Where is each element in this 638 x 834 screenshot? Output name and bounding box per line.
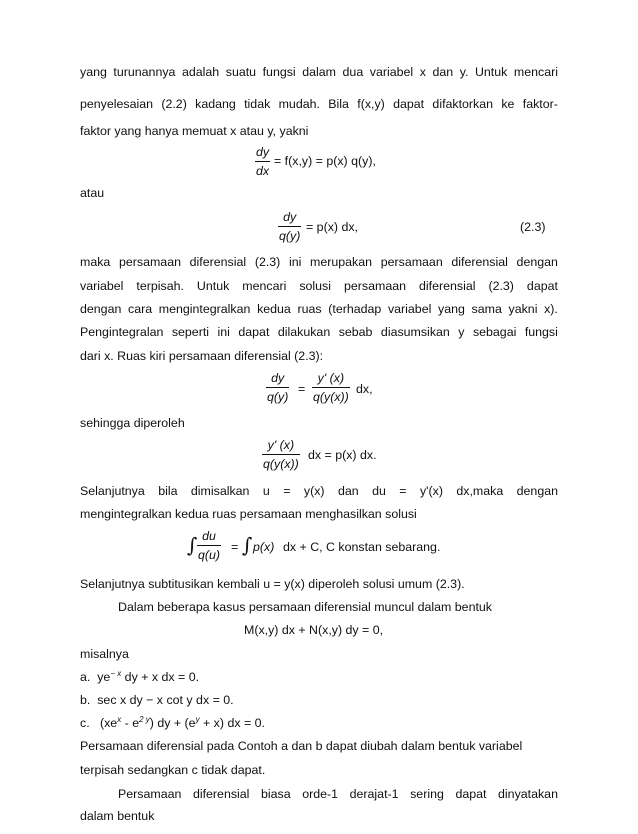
- word: variabel: [369, 65, 414, 79]
- word: ke: [501, 97, 515, 111]
- eq3-left-denominator: q(y): [267, 390, 289, 404]
- eq2-rhs: = p(x) dx,: [306, 220, 358, 234]
- word: dx,maka: [456, 484, 504, 498]
- word: Untuk: [474, 65, 508, 79]
- word: terpisah.: [136, 279, 184, 293]
- integral-sign-right: ∫: [242, 533, 253, 557]
- eq4-numerator: y' (x): [267, 438, 295, 452]
- word: dinyatakan: [498, 787, 558, 801]
- eq1-denominator: dx: [256, 164, 270, 178]
- eq1-rhs: = f(x,y) = p(x) q(y),: [274, 154, 376, 168]
- word: diferensial: [189, 255, 247, 269]
- word: y: [458, 325, 465, 339]
- eq5-denominator: q(u): [198, 548, 221, 562]
- p7-line2: dalam bentuk: [80, 809, 155, 823]
- eq4-rhs: dx = p(x) dx.: [308, 448, 377, 462]
- word: variabel: [387, 302, 432, 316]
- p2-line3: [80, 301, 558, 317]
- fraction-bar: [278, 226, 301, 227]
- eq5-px: p(x): [253, 540, 275, 554]
- word: dengan: [516, 255, 558, 269]
- word: x: [419, 65, 426, 79]
- word: =: [283, 484, 291, 498]
- word: mencari: [513, 65, 558, 79]
- word: diferensial: [451, 255, 508, 269]
- word: variabel: [80, 279, 124, 293]
- p2-line4: [80, 324, 558, 340]
- eq5-rhs: dx + C, C konstan sebarang.: [283, 540, 441, 554]
- word: (2.3): [488, 279, 514, 293]
- word: turunannya: [113, 65, 176, 79]
- eq3-right-numerator: y' (x): [317, 371, 345, 385]
- fraction-bar: [312, 387, 350, 388]
- p6-line2: terpisah sedangkan c tidak dapat.: [80, 763, 266, 777]
- eq3-left-fraction: [266, 371, 289, 404]
- list-marker-c: c.: [80, 716, 90, 730]
- word: kadang: [195, 97, 236, 111]
- word: sama: [471, 302, 502, 316]
- p2-line2: [80, 278, 558, 294]
- list-c-t1: (xe: [99, 716, 118, 730]
- misalnya-text: misalnya: [80, 647, 129, 661]
- p1-line3: faktor yang hanya memuat x atau y, yakni: [80, 124, 309, 138]
- fraction-bar: [266, 387, 289, 388]
- word: Bila: [328, 97, 349, 111]
- word: suatu: [225, 65, 257, 79]
- word: seperti: [171, 325, 210, 339]
- eq6: M(x,y) dx + N(x,y) dy = 0,: [244, 623, 384, 637]
- word: ini: [288, 255, 302, 269]
- p1-line2: [80, 96, 558, 112]
- list-c-s3: y: [195, 715, 200, 724]
- word: dan: [337, 484, 359, 498]
- word: y(x): [303, 484, 325, 498]
- fraction-bar: [197, 545, 221, 546]
- word: fungsi: [262, 65, 296, 79]
- eq3-right-fraction: [312, 371, 350, 404]
- word: diferensial: [192, 787, 250, 801]
- word: dimisalkan: [190, 484, 250, 498]
- word: adalah: [181, 65, 220, 79]
- p2-line1: [80, 254, 558, 270]
- sehingga-text: sehingga diperoleh: [80, 416, 185, 430]
- word: mencari: [242, 279, 287, 293]
- word: Pengintegralan: [80, 325, 164, 339]
- word: y.: [459, 65, 469, 79]
- word: Selanjutnya: [80, 484, 145, 498]
- word: dengan: [516, 484, 558, 498]
- list-c-s1: x: [117, 715, 122, 724]
- word: dalam: [302, 65, 336, 79]
- word: persamaan: [344, 279, 406, 293]
- word: biasa: [261, 787, 291, 801]
- fraction-bar: [255, 161, 270, 162]
- eq5-numerator: du: [202, 529, 216, 543]
- word: fungsi: [524, 325, 558, 339]
- word: diferensial: [418, 279, 476, 293]
- eq3-equals: =: [298, 382, 306, 396]
- word: dapat: [238, 325, 270, 339]
- list-item-b: [80, 692, 234, 708]
- word: yakni: [508, 302, 538, 316]
- p7-line1: [118, 786, 558, 802]
- word: x).: [544, 302, 558, 316]
- word: difaktorkan: [432, 97, 494, 111]
- eq5-equals: =: [231, 540, 239, 554]
- word: ruas: [297, 302, 322, 316]
- eq2-label: (2.3): [520, 220, 546, 234]
- word: bila: [158, 484, 178, 498]
- list-a-post: dy + x dx = 0.: [121, 670, 200, 684]
- list-c-t2: - e: [121, 716, 140, 730]
- word: f(x,y): [357, 97, 385, 111]
- eq1-numerator: dy: [256, 145, 270, 159]
- eq4-denominator: q(y(x)): [263, 457, 299, 471]
- eq3-right-denominator: q(y(x)): [313, 390, 349, 404]
- word: dengan: [80, 302, 122, 316]
- word: kedua: [257, 302, 291, 316]
- eq1-fraction: [255, 145, 270, 178]
- word: persamaan: [380, 255, 443, 269]
- list-c-t4: + x) dx = 0.: [199, 716, 265, 730]
- integral-sign-left: ∫: [187, 533, 198, 557]
- eq3-left-numerator: dy: [271, 371, 285, 385]
- eq5-fraction: [197, 529, 221, 562]
- word: persamaan: [118, 255, 181, 269]
- word: yang: [80, 65, 107, 79]
- word: merupakan: [310, 255, 373, 269]
- word: dilakukan: [277, 325, 331, 339]
- list-marker-b: b.: [80, 693, 91, 707]
- word: dapat: [393, 97, 425, 111]
- p5-text: Dalam beberapa kasus persamaan diferensial muncul dalam bentuk: [118, 600, 492, 614]
- list-item-a: [80, 669, 199, 687]
- word: (2.3): [254, 255, 281, 269]
- word: mengintegralkan: [158, 302, 251, 316]
- eq2-denominator: q(y): [279, 229, 301, 243]
- atau-text: atau: [80, 186, 105, 200]
- list-a-pre: ye: [97, 670, 111, 684]
- word: u: [262, 484, 270, 498]
- list-b-text: sec x dy − x cot y dx = 0.: [97, 693, 234, 707]
- word: penyelesaian: [80, 97, 154, 111]
- word: maka: [80, 255, 111, 269]
- word: dapat: [455, 787, 487, 801]
- list-item-c: [80, 715, 265, 733]
- word: Persamaan: [118, 787, 182, 801]
- word: diasumsikan: [380, 325, 450, 339]
- word: ini: [217, 325, 230, 339]
- eq2-numerator: dy: [283, 210, 297, 224]
- word: cara: [128, 302, 153, 316]
- list-c-s2: 2 y: [139, 715, 150, 724]
- word: dan: [432, 65, 454, 79]
- word: du: [372, 484, 386, 498]
- word: faktor-: [522, 97, 558, 111]
- eq2-fraction: [278, 210, 301, 243]
- word: mudah.: [278, 97, 320, 111]
- eq4-fraction: [262, 438, 300, 471]
- word: Untuk: [196, 279, 230, 293]
- word: dua: [342, 65, 364, 79]
- word: yang: [438, 302, 465, 316]
- eq3-tail: dx,: [356, 382, 373, 396]
- word: sebagai: [472, 325, 517, 339]
- list-c-t3: ) dy + (e: [149, 716, 196, 730]
- word: tidak: [244, 97, 271, 111]
- word: y'(x): [419, 484, 443, 498]
- p2-line5: dari x. Ruas kiri persamaan diferensial (2.3):: [80, 349, 324, 363]
- word: dapat: [526, 279, 558, 293]
- word: (terhadap: [328, 302, 382, 316]
- list-marker-a: a.: [80, 670, 91, 684]
- p1-line1: [80, 64, 558, 80]
- list-a-sup: − x: [110, 669, 122, 678]
- word: orde-1: [302, 787, 339, 801]
- p4-text: Selanjutnya subtitusikan kembali u = y(x) diperoleh solusi umum (2.3).: [80, 577, 465, 591]
- p3-line1: [80, 483, 558, 499]
- p6-line1: Persamaan diferensial pada Contoh a dan b dapat diubah dalam bentuk variabel: [80, 739, 523, 753]
- p3-line2: mengintegralkan kedua ruas persamaan menghasilkan solusi: [80, 507, 417, 521]
- word: =: [399, 484, 407, 498]
- word: solusi: [299, 279, 332, 293]
- word: (2.2): [161, 97, 187, 111]
- word: sering: [410, 787, 444, 801]
- word: derajat-1: [349, 787, 399, 801]
- fraction-bar: [262, 454, 300, 455]
- word: sebab: [338, 325, 373, 339]
